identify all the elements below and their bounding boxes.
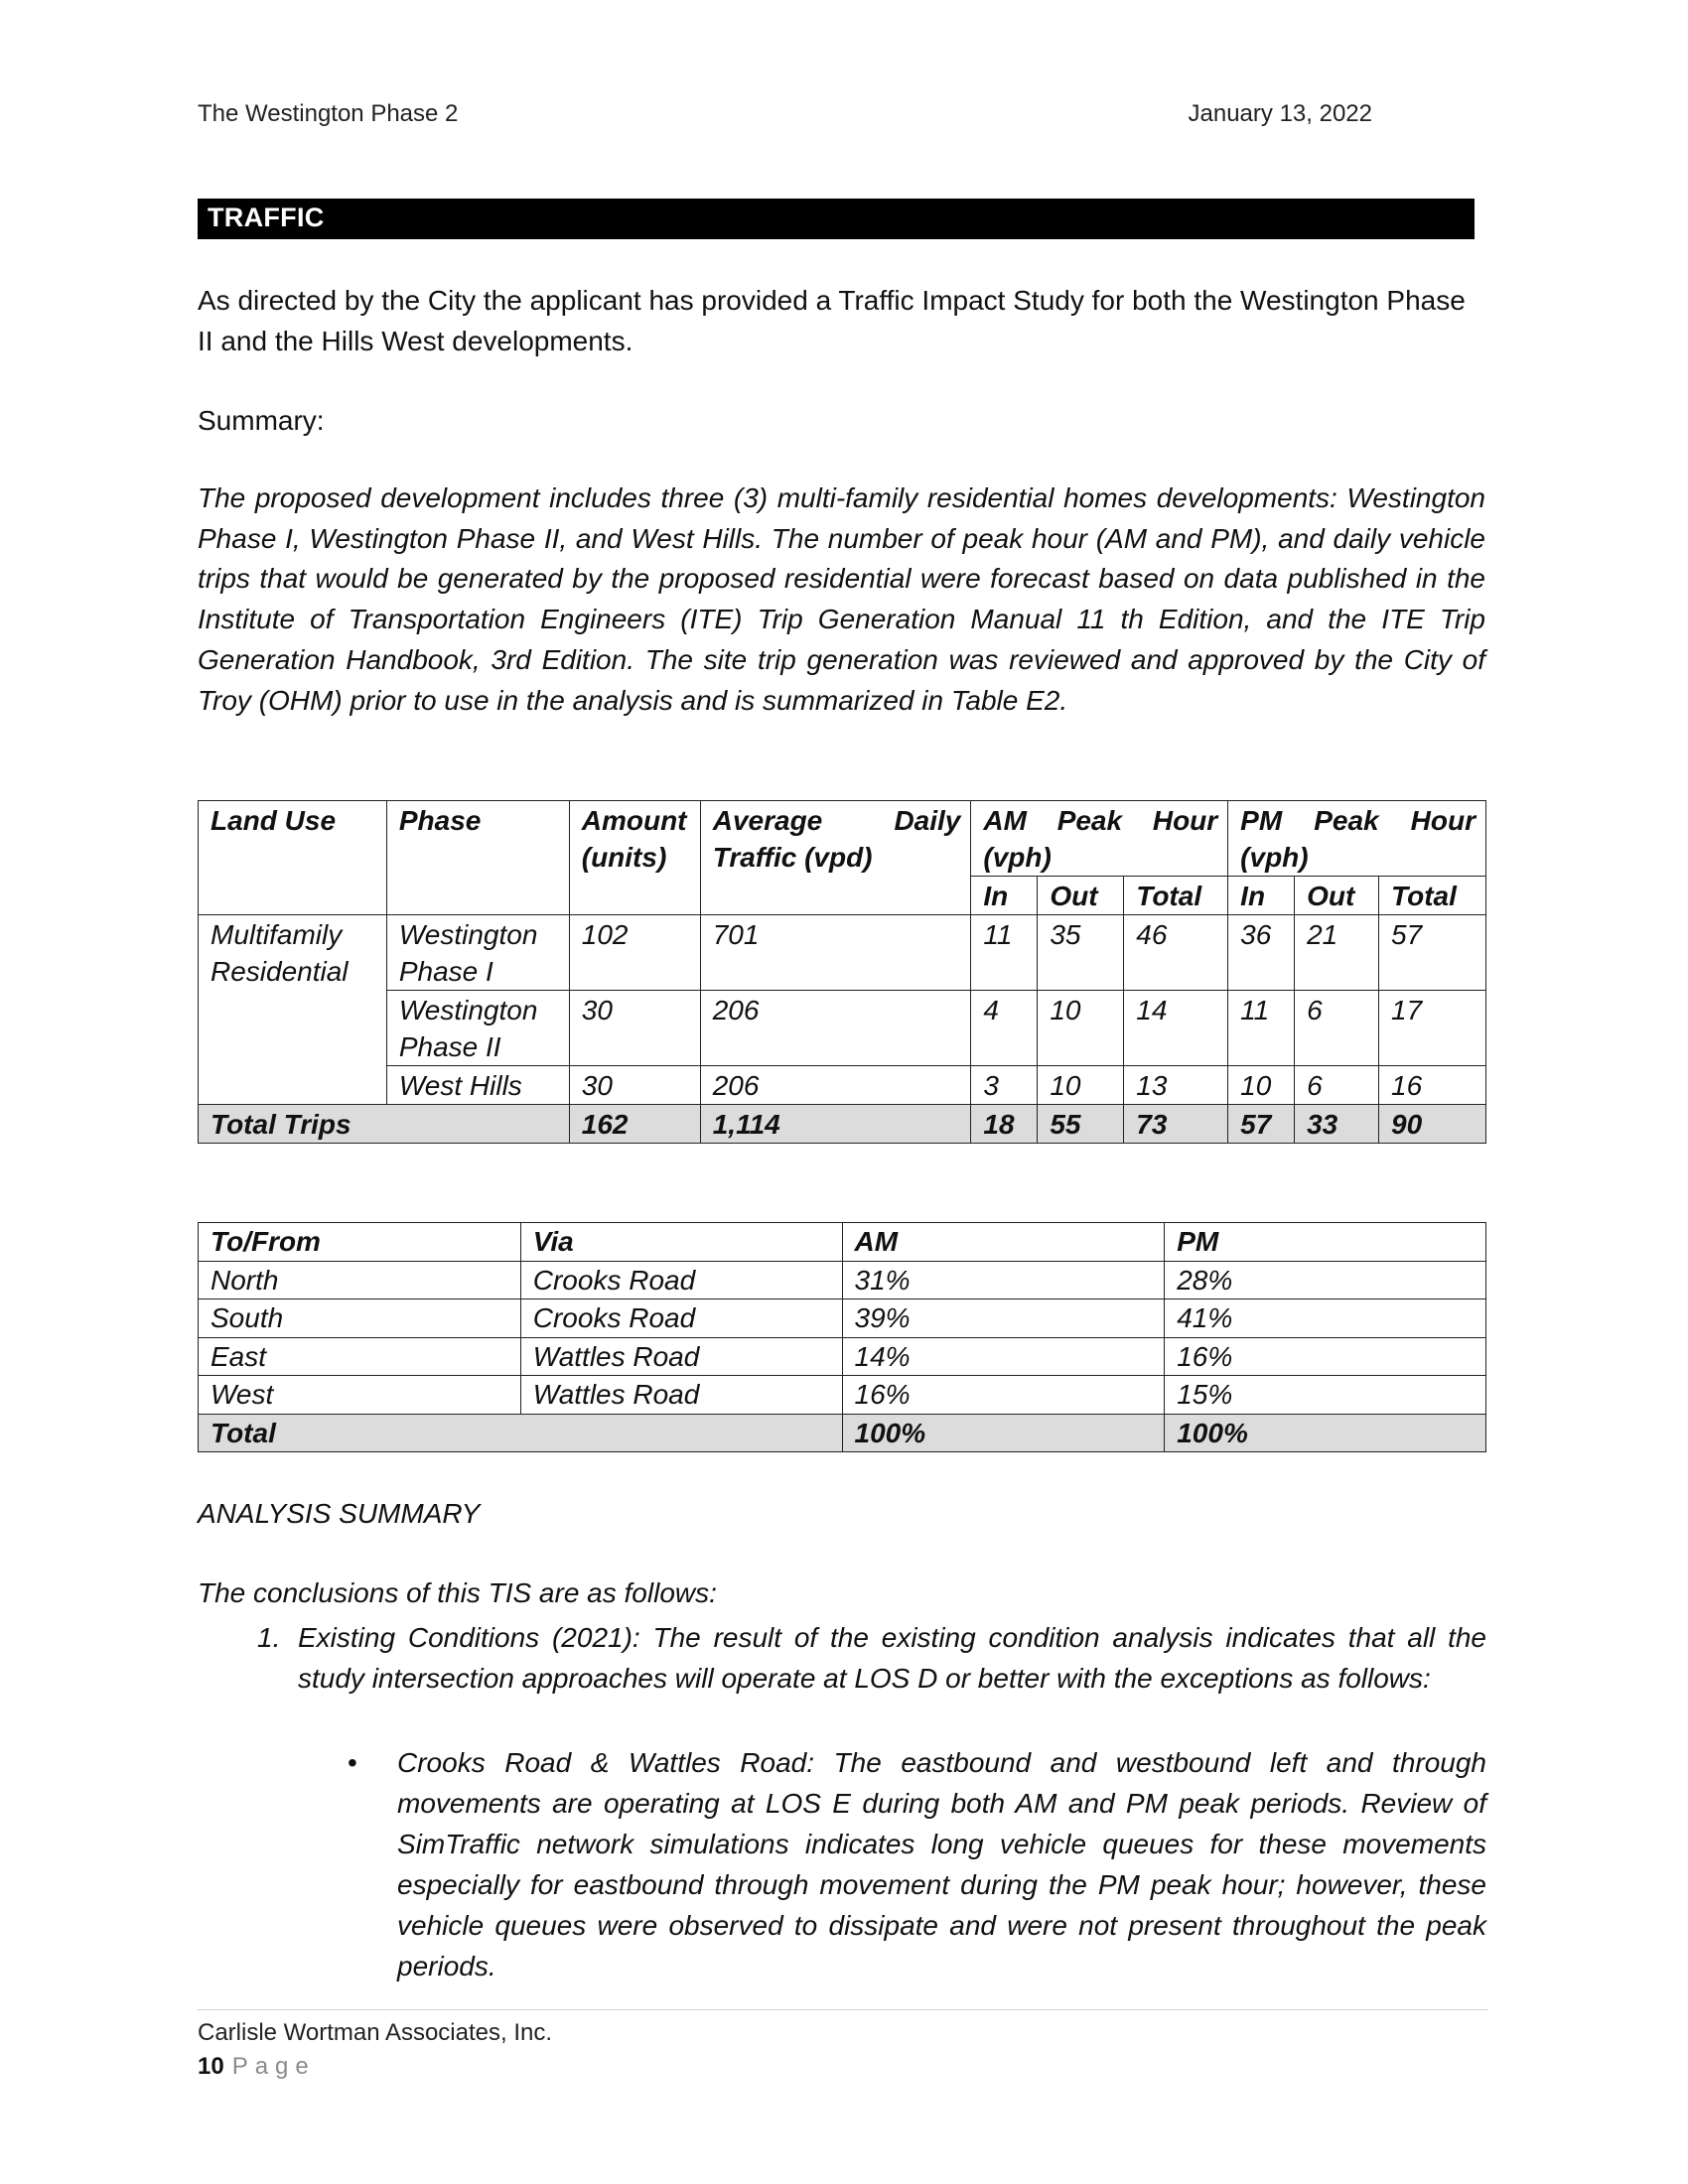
am-total-cell: 46 [1124, 915, 1228, 991]
amount-cell: 30 [569, 1066, 700, 1105]
table-row [199, 1337, 1486, 1376]
am-header-line2: (vph) [983, 842, 1052, 873]
adt-header-right: Daily [894, 805, 961, 836]
am-total-cell: 13 [1124, 1066, 1228, 1105]
col-header-to-from: To/From [199, 1223, 521, 1262]
col-header-amount: Amount (units) [569, 801, 700, 915]
pm-cell: 16% [1165, 1337, 1486, 1376]
col-header-pm: PM [1165, 1223, 1486, 1262]
bullet-item [348, 1742, 1486, 1986]
col-header-pm-peak [1228, 801, 1486, 877]
total-pm-in: 57 [1228, 1105, 1295, 1144]
adt-header-left: Average [712, 805, 823, 836]
pm-total-cell: 57 [1379, 915, 1486, 991]
section-heading: TRAFFIC [198, 199, 1475, 239]
summary-label: Summary: [198, 405, 325, 436]
table-header-row [199, 801, 1486, 877]
col-header-land-use: Land Use [199, 801, 387, 915]
item-text: Existing Conditions (2021): The result of the existing condition analysis indicates that all the study intersection approaches will operate at LOS D or better with the exceptions as follows: [298, 1622, 1486, 1694]
am-cell: 16% [842, 1376, 1165, 1415]
conclusion-item [257, 1617, 1486, 1699]
pm-out-cell: 6 [1295, 991, 1379, 1066]
adt-cell: 206 [700, 991, 971, 1066]
pm-total-cell: 17 [1379, 991, 1486, 1066]
footer-company: Carlisle Wortman Associates, Inc. [198, 2019, 553, 2046]
analysis-summary-heading: ANALYSIS SUMMARY [198, 1498, 481, 1529]
am-total-cell: 14 [1124, 991, 1228, 1066]
page-number: 10 [198, 2053, 224, 2080]
via-cell: Crooks Road [520, 1261, 842, 1299]
col-header-am-total: Total [1124, 877, 1228, 915]
land-use-cell: Multifamily Residential [199, 915, 387, 1105]
col-header-phase: Phase [386, 801, 569, 915]
total-pm: 100% [1165, 1414, 1486, 1452]
table-row [199, 991, 1486, 1066]
table-row [199, 1299, 1486, 1338]
am-cell: 31% [842, 1261, 1165, 1299]
bullet-text: Crooks Road & Wattles Road: The eastbound and westbound left and through movements are operating at LOS E during both AM and PM peak periods. Review of SimTraffic network simulations indicates long vehicle queues for these movements especially for eastbound through movement during the PM peak hour; however, these vehicle queues were observed to dissipate and were not present throughout the peak periods. [397, 1747, 1486, 1981]
pm-header-a: PM [1240, 805, 1283, 836]
pm-header-c: Hour [1410, 805, 1476, 836]
total-am-in: 18 [971, 1105, 1038, 1144]
col-header-pm-in: In [1228, 877, 1295, 915]
pm-in-cell: 11 [1228, 991, 1295, 1066]
am-cell: 14% [842, 1337, 1165, 1376]
pm-out-cell: 21 [1295, 915, 1379, 991]
pm-cell: 41% [1165, 1299, 1486, 1338]
bullet-icon: • [348, 1747, 357, 1778]
amount-cell: 30 [569, 991, 700, 1066]
total-amount: 162 [569, 1105, 700, 1144]
pm-in-cell: 10 [1228, 1066, 1295, 1105]
adt-header-line2: Traffic (vpd) [712, 842, 873, 873]
trip-generation-table [198, 800, 1486, 1144]
col-header-am: AM [842, 1223, 1165, 1262]
footer-divider [198, 2009, 1488, 2010]
phase-cell: West Hills [386, 1066, 569, 1105]
am-in-cell: 4 [971, 991, 1038, 1066]
total-row [199, 1105, 1486, 1144]
intro-paragraph: As directed by the City the applicant has provided a Traffic Impact Study for both the Westington Phase II and the Hills West developments. [198, 285, 1466, 356]
am-in-cell: 11 [971, 915, 1038, 991]
col-header-pm-total: Total [1379, 877, 1486, 915]
via-cell: Crooks Road [520, 1299, 842, 1338]
total-label: Total [199, 1414, 843, 1452]
table-row [199, 1066, 1486, 1105]
table-row [199, 915, 1486, 991]
am-header-b: Peak [1056, 805, 1123, 836]
amount-cell: 102 [569, 915, 700, 991]
page-word: Page [231, 2053, 316, 2080]
trip-distribution-table [198, 1222, 1486, 1452]
col-header-am-in: In [971, 877, 1038, 915]
conclusions-intro: The conclusions of this TIS are as follows: [198, 1577, 717, 1608]
col-header-via: Via [520, 1223, 842, 1262]
col-header-adt [700, 801, 971, 915]
to-from-cell: West [199, 1376, 521, 1415]
adt-cell: 206 [700, 1066, 971, 1105]
am-in-cell: 3 [971, 1066, 1038, 1105]
adt-cell: 701 [700, 915, 971, 991]
summary-paragraph: The proposed development includes three (3) multi-family residential homes developments: Westington Phase I, Westington Phase II, and West Hills. The number of peak hour (AM and PM), and daily vehicle trips that would be generated by the proposed residential were forecast based on data published in the Institute of Transportation Engineers (ITE) Trip Generation Manual 11 th Edition, and the ITE Trip Generation Handbook, 3rd Edition. The site trip generation was reviewed and approved by the City of Troy (OHM) prior to use in the analysis and is summarized in Table E2. [198, 482, 1485, 716]
via-cell: Wattles Road [520, 1376, 842, 1415]
header-date: January 13, 2022 [1188, 100, 1372, 127]
pm-header-line2: (vph) [1240, 842, 1309, 873]
am-cell: 39% [842, 1299, 1165, 1338]
to-from-cell: East [199, 1337, 521, 1376]
total-pm-total: 90 [1379, 1105, 1486, 1144]
to-from-cell: North [199, 1261, 521, 1299]
phase-cell: Westington Phase II [386, 991, 569, 1066]
pm-cell: 28% [1165, 1261, 1486, 1299]
total-am: 100% [842, 1414, 1165, 1452]
total-row [199, 1414, 1486, 1452]
am-out-cell: 10 [1038, 991, 1124, 1066]
pm-cell: 15% [1165, 1376, 1486, 1415]
pm-header-b: Peak [1314, 805, 1379, 836]
total-adt: 1,114 [700, 1105, 971, 1144]
pm-out-cell: 6 [1295, 1066, 1379, 1105]
col-header-am-peak [971, 801, 1228, 877]
pm-in-cell: 36 [1228, 915, 1295, 991]
phase-cell: Westington Phase I [386, 915, 569, 991]
via-cell: Wattles Road [520, 1337, 842, 1376]
item-number: 1. [257, 1622, 281, 1653]
table-row [199, 1261, 1486, 1299]
header-title: The Westington Phase 2 [198, 100, 459, 127]
to-from-cell: South [199, 1299, 521, 1338]
am-header-c: Hour [1152, 805, 1218, 836]
table-header-row [199, 1223, 1486, 1262]
table-row [199, 1376, 1486, 1415]
col-header-pm-out: Out [1295, 877, 1379, 915]
am-out-cell: 10 [1038, 1066, 1124, 1105]
total-am-out: 55 [1038, 1105, 1124, 1144]
pm-total-cell: 16 [1379, 1066, 1486, 1105]
am-out-cell: 35 [1038, 915, 1124, 991]
am-header-a: AM [983, 805, 1027, 836]
total-pm-out: 33 [1295, 1105, 1379, 1144]
col-header-am-out: Out [1038, 877, 1124, 915]
total-am-total: 73 [1124, 1105, 1228, 1144]
footer-page [198, 2053, 316, 2081]
total-label: Total Trips [199, 1105, 570, 1144]
